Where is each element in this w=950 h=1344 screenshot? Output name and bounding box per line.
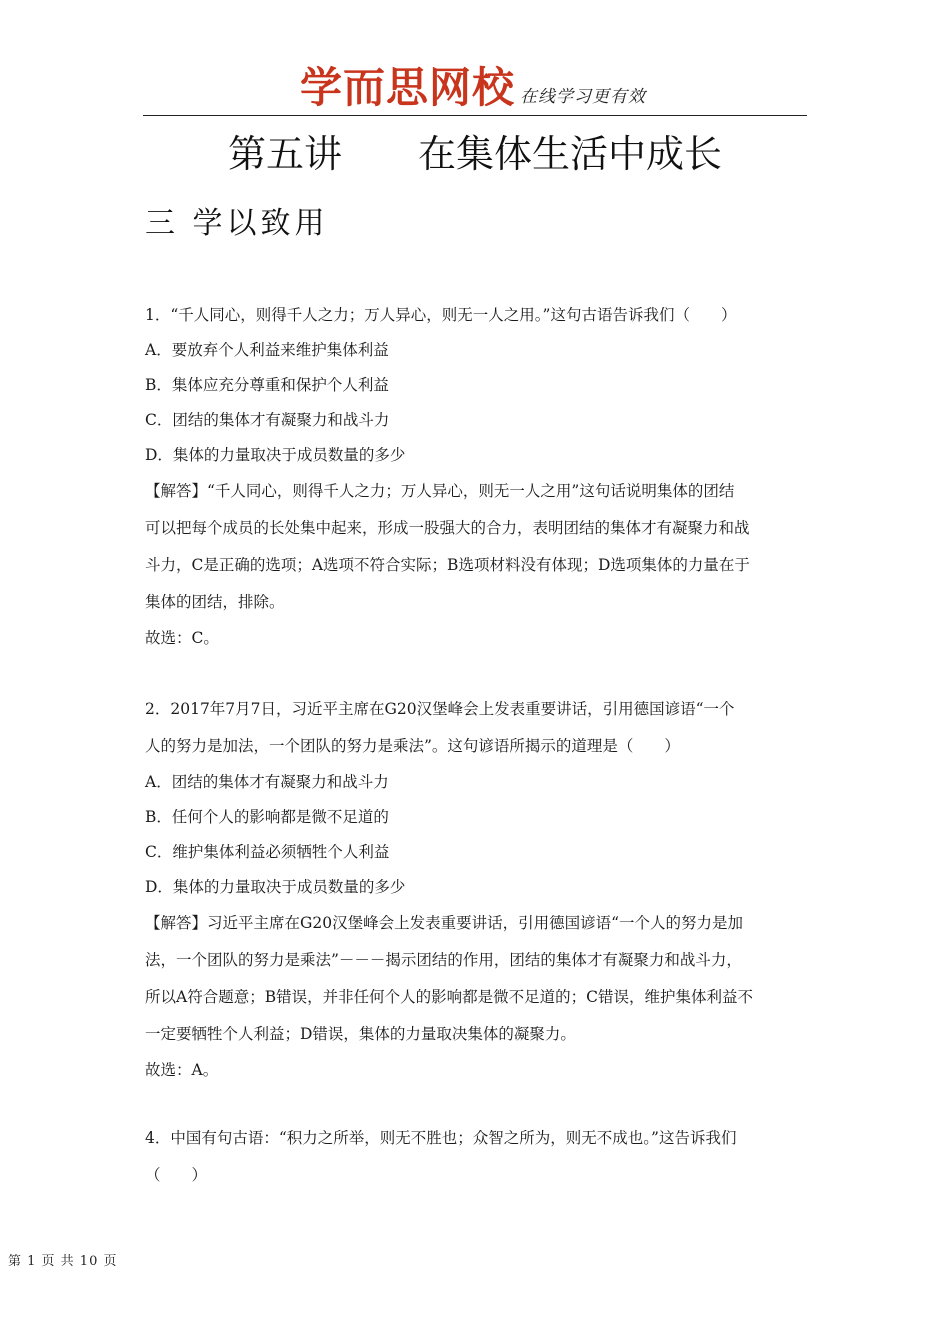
question-stem <box>145 1120 807 1194</box>
page-title: 第五讲 在集体生活中成长 <box>227 132 722 176</box>
section-heading: 三 学以致用 <box>145 206 329 241</box>
answer-line: 所以A符合题意；B错误，并非任何个人的影响都是微不足道的；C错误，维护集体利益不 <box>145 988 753 1006</box>
answer-explanation <box>145 905 807 1053</box>
answer-choice: 故选：C。 <box>145 629 219 647</box>
logo-slogan: 在线学习更有效 <box>520 87 646 107</box>
answer-line: 法，一个团队的努力是乘法”－－－揭示团结的作用，团结的集体才有凝聚力和战斗力， <box>145 951 742 969</box>
answer-explanation <box>145 473 807 621</box>
stem-line: 2．2017年7月7日，习近平主席在G20汉堡峰会上发表重要讲话，引用德国谚语“一个 <box>145 700 735 718</box>
question-stem <box>145 691 807 765</box>
question-stem: 1．“千人同心，则得千人之力；万人异心，则无一人之用。”这句古语告诉我们（ ） <box>145 306 737 324</box>
answer-line: 集体的团结，排除。 <box>145 593 285 611</box>
option-c: C．维护集体利益必须牺牲个人利益 <box>145 843 390 861</box>
option-a: A．要放弃个人利益来维护集体利益 <box>145 341 389 359</box>
option-a: A．团结的集体才有凝聚力和战斗力 <box>145 773 389 791</box>
answer-line: 斗力，C是正确的选项；A选项不符合实际；B选项材料没有体现；D选项集体的力量在于 <box>145 556 750 574</box>
answer-line: 可以把每个成员的长处集中起来，形成一股强大的合力，表明团结的集体才有凝聚力和战 <box>145 519 750 537</box>
option-c: C．团结的集体才有凝聚力和战斗力 <box>145 411 390 429</box>
option-b: B．集体应充分尊重和保护个人利益 <box>145 376 389 394</box>
option-d: D．集体的力量取决于成员数量的多少 <box>145 446 406 464</box>
header-divider <box>143 115 807 116</box>
question-4 <box>145 1120 807 1194</box>
answer-line: 【解答】习近平主席在G20汉堡峰会上发表重要讲话，引用德国谚语“一个人的努力是加 <box>145 914 744 932</box>
question-1 <box>145 298 807 656</box>
stem-line: 4．中国有句古语：“积力之所举，则无不胜也；众智之所为，则无不成也。”这告诉我们 <box>145 1129 737 1147</box>
answer-choice: 故选：A。 <box>145 1061 219 1079</box>
stem-line: （ ） <box>145 1166 208 1184</box>
stem-line: 人的努力是加法，一个团队的努力是乘法”。这句谚语所揭示的道理是（ ） <box>145 737 680 755</box>
option-b: B．任何个人的影响都是微不足道的 <box>145 808 389 826</box>
answer-line: 一定要牺牲个人利益；D错误，集体的力量取决集体的凝聚力。 <box>145 1025 576 1043</box>
option-d: D．集体的力量取决于成员数量的多少 <box>145 878 406 896</box>
question-2 <box>145 691 807 1088</box>
answer-line: 【解答】“千人同心，则得千人之力；万人异心，则无一人之用”这句话说明集体的团结 <box>145 482 735 500</box>
logo-text: 学而思网校 <box>300 63 516 112</box>
page-footer: 第 1 页 共 10 页 <box>8 1254 118 1269</box>
brand-logo <box>300 60 660 116</box>
